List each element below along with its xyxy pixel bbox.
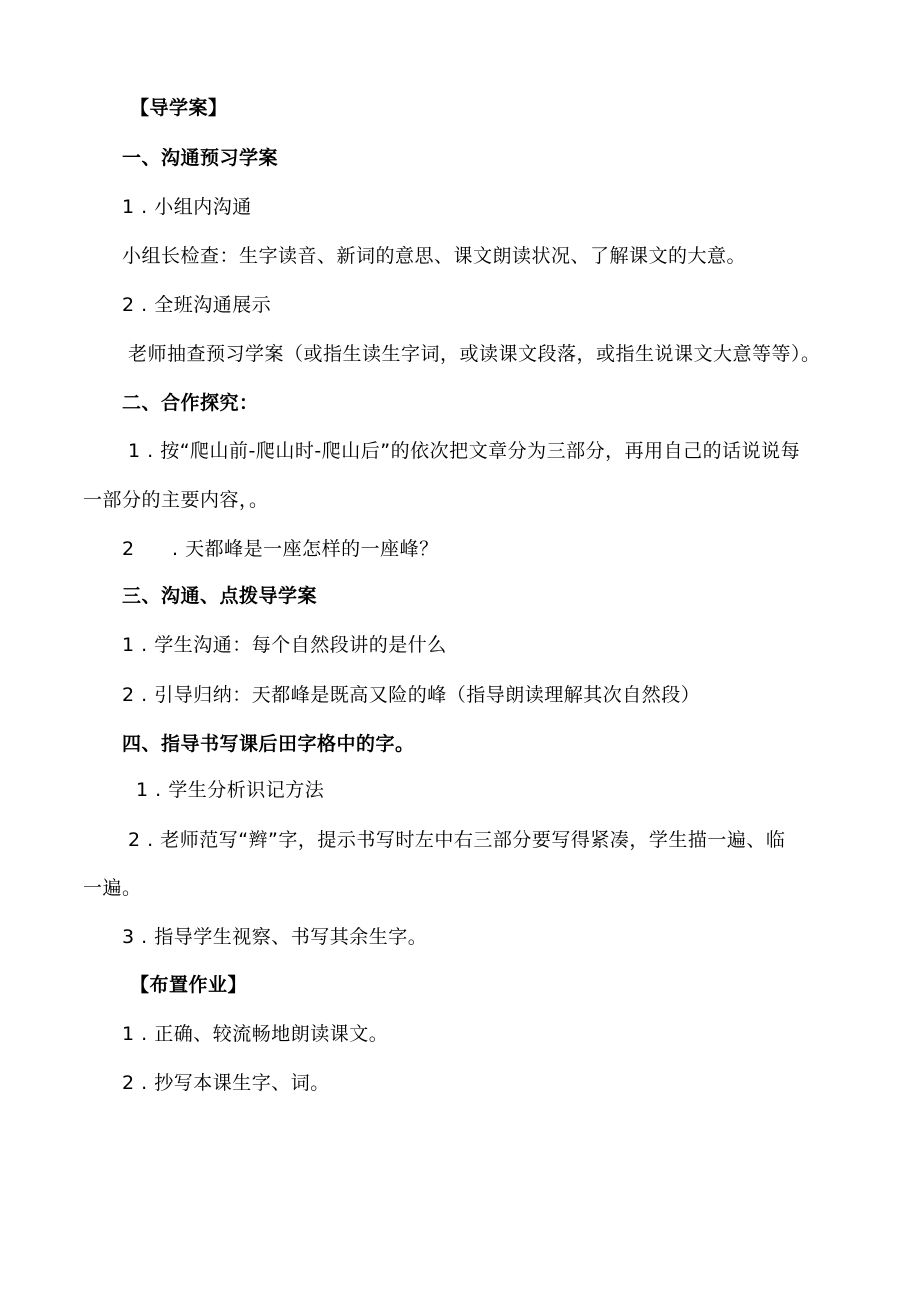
section-2-item-2-text: . 天都峰是一座怎样的一座峰？	[172, 538, 439, 560]
section-1-item-2-desc: 老师抽查预习学案（或指生读生字词，或读课文段落，或指生说课文大意等等）。	[128, 343, 821, 365]
section-4-item-2-line-2: 一遍。	[83, 877, 142, 899]
homework-title: 【布置作业】	[130, 974, 248, 996]
homework-item-2: 2 . 抄写本课生字、词。	[122, 1072, 330, 1094]
section-4-title: 四、指导书写课后田字格中的字。	[122, 733, 415, 755]
section-4-item-1: 1 . 学生分析识记方法	[136, 779, 325, 801]
section-2-title: 二、合作探究：	[122, 392, 259, 414]
section-2-item-1-line-2: 一部分的主要内容，。	[83, 489, 269, 511]
guide-title: 【导学案】	[130, 97, 228, 119]
section-2-item-1-line-1: 1 . 按“爬山前-爬山时-爬山后”的依次把文章分为三部分，再用自己的话说说每	[128, 440, 801, 462]
section-1-item-1-desc: 小组长检查：生字读音、新词的意思、课文朗读状况、了解课文的大意。	[122, 245, 747, 267]
section-2-item-2-number: 2	[122, 538, 135, 560]
section-1-item-2: 2 . 全班沟通展示	[122, 294, 272, 316]
homework-item-1: 1 . 正确、较流畅地朗读课文。	[122, 1023, 389, 1045]
section-2-item-2	[122, 537, 439, 561]
section-1-title: 一、沟通预习学案	[122, 147, 279, 169]
section-3-item-2: 2 . 引导归纳：天都峰是既高又险的峰（指导朗读理解其次自然段）	[122, 684, 701, 706]
section-4-item-3: 3 . 指导学生视察、书写其余生字。	[122, 926, 428, 948]
section-3-title: 三、沟通、点拨导学案	[122, 585, 318, 607]
section-3-item-1: 1 . 学生沟通：每个自然段讲的是什么	[122, 634, 447, 656]
section-1-item-1: 1 . 小组内沟通	[122, 196, 252, 218]
section-4-item-2-line-1: 2 . 老师范写“辫”字，提示书写时左中右三部分要写得紧凑，学生描一遍、临	[128, 829, 786, 851]
